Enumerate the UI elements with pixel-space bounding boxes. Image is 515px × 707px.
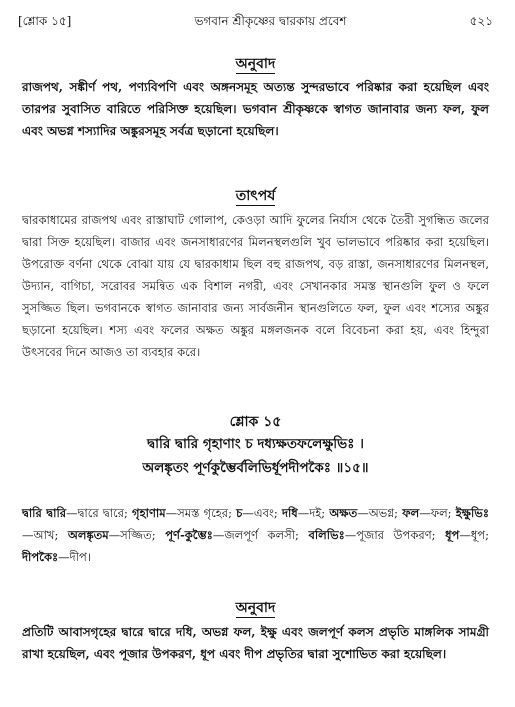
synonym-meaning: —সমস্ত গৃহের; bbox=[165, 506, 237, 520]
page-number: ৫২১ bbox=[469, 14, 493, 28]
synonym-term: ধূপ bbox=[445, 528, 460, 542]
synonym-term: বলিভিঃ bbox=[308, 528, 345, 542]
synonym-meaning: —ধূপ; bbox=[459, 528, 489, 542]
synonym-meaning: —পূজার উপকরণ; bbox=[344, 528, 446, 542]
synonym-term: দ্বারি দ্বারি bbox=[22, 506, 67, 520]
synonym-term: দীপকৈঃ bbox=[22, 550, 59, 564]
purport-heading-text: তাৎপর্য bbox=[235, 188, 276, 204]
verse-reference: [শ্লোক ১৫] bbox=[18, 14, 72, 28]
synonym-term: ইক্ষুভিঃ bbox=[455, 506, 489, 520]
page-header bbox=[18, 12, 493, 34]
translation-text-2: প্রতিটি আবাসগৃহের দ্বারে দ্বারে দধি, অভগ্ন ফল, ইক্ষু এবং জলপূর্ণ কলস প্রভৃতি মাঙ্গলিক সামগ্রী রাখা হয়েছিল, এবং পূজার উপকরণ, ধূপ এবং দীপ প্রভৃতির দ্বারা সুশোভিত করা হয়েছিল। bbox=[22, 625, 489, 661]
synonym-term: পূর্ণ-কুম্ভৈঃ bbox=[165, 528, 213, 542]
purport-text: দ্বারকাধামের রাজপথ এবং রাস্তাঘাট গোলাপ, কেওড়া আদি ফুলের নির্যাস থেকে তৈরী সুগন্ধিত জলের দ্বারা সিক্ত হয়েছিল। বাজার এবং জনসাধারণের মিলনস্থলগুলি খুব ভালভাবে পরিষ্কার করা হয়েছিল। উপরোক্ত বর্ণনা থেকে বোঝা যায় যে দ্বারকাধাম ছিল বহু রাজপথ, বড় রাস্তা, জনসাধারণের মিলনস্থল, উদ্যান, বাগিচা, সরোবর সমন্বিত এক বিশাল নগরী, এবং সেখানকার সমস্ত স্থানগুলি ফুল ও ফলে সুসজ্জিত ছিল। ভগবানকে স্বাগত জানাবার জন্য সার্বজনীন স্থানগুলিতে ফল, ফুল এবং শস্যের অঙ্কুর ছড়ানো হয়েছিল। শস্য এবং ফলের অক্ষত অঙ্কুর মঙ্গলজনক বলে বিবেচনা করা হয়, এবং হিন্দুরা উৎসবের দিনে আজও তা ব্যবহার করে। bbox=[22, 213, 489, 359]
synonym-meaning: —এবং; bbox=[242, 506, 282, 520]
synonym-meaning: —দই; bbox=[297, 506, 330, 520]
translation-heading-2-text: অনুবাদ bbox=[235, 600, 276, 616]
synonym-term: অক্ষত bbox=[329, 506, 358, 520]
synonym-term: দধি bbox=[281, 506, 298, 520]
synonym-meaning: —দ্বারে দ্বারে; bbox=[66, 506, 133, 520]
translation-heading-text: অনুবাদ bbox=[235, 56, 276, 72]
synonym-term: অলঙ্কৃতম bbox=[67, 528, 109, 542]
synonym-meaning: —অভগ্ন; bbox=[357, 506, 403, 520]
synonym-term: চ bbox=[236, 506, 243, 520]
verse-line-2: অলঙ্কৃতং পূর্ণকুম্ভৈর্বলিভির্ধূপদীপকৈঃ ॥১৫॥ bbox=[142, 460, 369, 476]
chapter-title: ভগবান শ্রীকৃষ্ণের দ্বারকায় প্রবেশ bbox=[194, 14, 347, 28]
synonym-meaning: —জলপূর্ণ কলসী; bbox=[212, 528, 309, 542]
verse-line-1: দ্বারি দ্বারি গৃহাণাং চ দধ্যক্ষতফলেক্ষুভিঃ । bbox=[147, 436, 364, 452]
purport-heading bbox=[22, 184, 489, 208]
synonym-meaning: —দীপ। bbox=[58, 550, 91, 564]
word-for-word-synonyms bbox=[22, 502, 489, 568]
synonym-term: ফল bbox=[402, 506, 420, 520]
synonym-meaning: —আখ; bbox=[22, 528, 68, 542]
translation-heading bbox=[22, 52, 489, 76]
translation-text: রাজপথ, সঙ্কীর্ণ পথ, পণ্যবিপণি এবং অঙ্গনসমূহ অত্যন্ত সুন্দরভাবে পরিষ্কার করা হয়েছিল এবং তারপর সুবাসিত বারিতে পরিসিক্ত হয়েছিল। ভগবান শ্রীকৃষ্ণকে স্বাগত জানাবার জন্য ফল, ফুল এবং অভগ্ন শস্যাদির অঙ্কুরসমূহ সর্বত্র ছড়ানো হয়েছিল। bbox=[22, 80, 489, 138]
translation-heading-2 bbox=[22, 596, 489, 620]
verse-title: শ্লোক ১৫ bbox=[229, 414, 282, 430]
synonym-meaning: —ফল; bbox=[419, 506, 456, 520]
synonym-meaning: —সজ্জিত; bbox=[108, 528, 166, 542]
synonym-term: গৃহাণাম bbox=[132, 506, 166, 520]
